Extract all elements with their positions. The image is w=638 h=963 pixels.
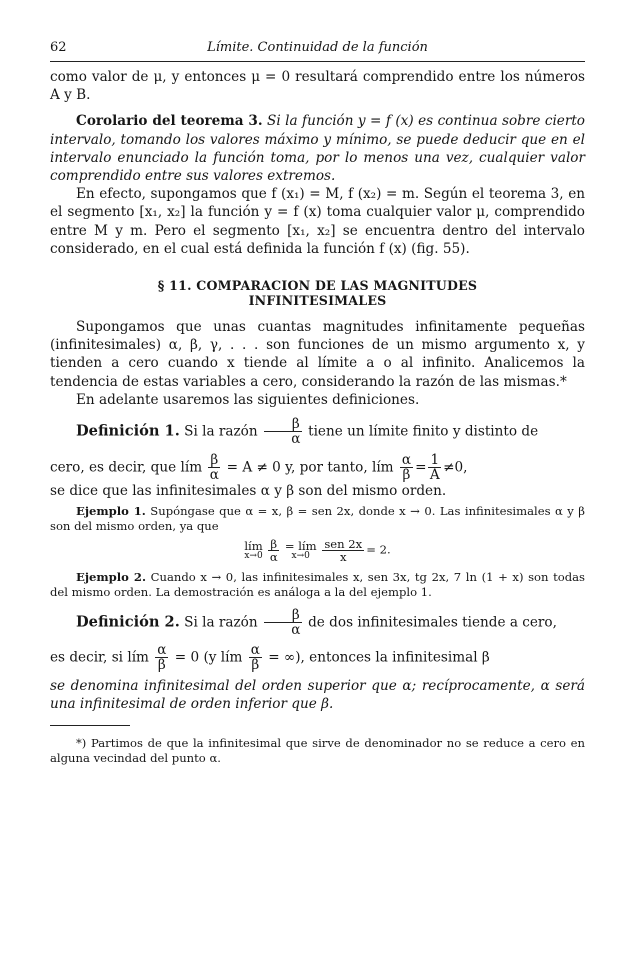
fraction-numerator: sen 2x bbox=[324, 537, 363, 552]
def1-text-4: = A ≠ 0 y, por tanto, lím bbox=[226, 458, 394, 475]
def2-fraction-1 bbox=[264, 608, 302, 638]
proof-paragraph: En efecto, supongamos que f (x₁) = M, f (x₂) = m. Según el teorema 3, en el segmento [x₁, x₂] la función y = f (x) toma cualquier valor μ, comprendido entre M y m. Pero el segmento [x₁, x₂] se encuentra dentro del intervalo considerado, en el cual está definida la función f (x) (fig. 55). bbox=[50, 186, 585, 257]
fraction-denominator: α bbox=[269, 550, 278, 565]
def2-text-4: = 0 (y lím bbox=[174, 649, 243, 666]
definition-1-formula-line bbox=[50, 453, 585, 483]
example-1-formula bbox=[50, 538, 585, 563]
example-1-text: Supóngase que α = x, β = sen 2x, donde x → 0. Las infinitesimales α y β son del mismo orden, ya que bbox=[50, 504, 585, 534]
definition-2-formula-line bbox=[50, 643, 585, 673]
section-heading bbox=[50, 278, 585, 308]
fraction-numerator: β bbox=[210, 451, 219, 468]
fraction-numerator: β bbox=[264, 608, 302, 623]
def1-text-2: tiene un límite finito y distinto de bbox=[308, 423, 539, 440]
running-title: Límite. Continuidad de la función bbox=[207, 40, 428, 55]
example-2-text: Cuando x → 0, las infinitesimales x, sen 3x, tg 2x, 7 ln (1 + x) son todas del mismo orden. La demostración es análoga a la del ejemplo 1. bbox=[50, 569, 586, 599]
example-2-label: Ejemplo 2. bbox=[76, 569, 146, 584]
fraction-numerator: β bbox=[264, 417, 302, 432]
def2-text-5: = ∞), entonces la infinitesimal β bbox=[268, 649, 490, 666]
def1-text-6: ≠0, bbox=[443, 458, 468, 475]
header-rule bbox=[50, 61, 585, 62]
fraction-denominator: α bbox=[291, 621, 301, 638]
limit-operator bbox=[285, 540, 317, 563]
fraction-numerator: α bbox=[157, 642, 167, 659]
definition-2-conclusion: se denomina infinitesimal del orden superior que α; recíprocamente, α será una infinitesimal de orden inferior que β. bbox=[50, 677, 585, 712]
definition-1-label: Definición 1. bbox=[76, 422, 180, 440]
fraction-denominator: β bbox=[157, 657, 166, 674]
corollary-statement: Si la función y = f (x) es continua sobre cierto intervalo, tomando los valores máximo y mínimo, se puede deducir que en el intervalo enunciado la función toma, por lo menos una vez, cualquier valor comprendido entre sus valores extremos. bbox=[50, 113, 585, 185]
ex1-fraction-1 bbox=[268, 538, 279, 563]
definition-2-label: Definición 2. bbox=[76, 612, 180, 630]
example-2 bbox=[50, 570, 585, 600]
fraction-denominator: β bbox=[402, 466, 411, 483]
example-1-label: Ejemplo 1. bbox=[76, 504, 146, 519]
page-number: 62 bbox=[50, 40, 67, 55]
def1-text-5: = bbox=[415, 458, 427, 475]
limit-subscript: x→0 bbox=[291, 551, 310, 562]
def1-fraction-2 bbox=[208, 453, 220, 483]
ex1-fraction-2 bbox=[322, 538, 364, 563]
running-header bbox=[50, 40, 585, 60]
def2-text-2: de dos infinitesimales tiende a cero, bbox=[308, 613, 557, 630]
footnote: *) Partimos de que la infinitesimal que sirve de denominador no se reduce a cero en alguna vecindad del punto α. bbox=[50, 736, 585, 766]
limit-subscript: x→0 bbox=[244, 551, 263, 562]
fraction-denominator: β bbox=[251, 657, 260, 674]
definitions-intro: En adelante usaremos las siguientes definiciones. bbox=[76, 391, 420, 408]
footnote-rule bbox=[50, 725, 130, 726]
fraction-denominator: α bbox=[209, 466, 219, 483]
def2-text-1: Si la razón bbox=[184, 613, 258, 630]
page bbox=[50, 40, 585, 766]
limit-operator bbox=[244, 540, 262, 563]
fraction-numerator: β bbox=[270, 537, 278, 552]
fraction-numerator: 1 bbox=[430, 451, 440, 468]
definition-1-conclusion: se dice que las infinitesimales α y β son del mismo orden. bbox=[50, 483, 447, 500]
definition-1 bbox=[50, 417, 585, 447]
fraction-denominator: A bbox=[429, 466, 440, 483]
def2-text-3: es decir, si lím bbox=[50, 649, 149, 666]
corollary bbox=[50, 112, 585, 185]
def1-fraction-4 bbox=[428, 453, 441, 483]
fraction-numerator: α bbox=[401, 451, 412, 468]
def2-fraction-2 bbox=[155, 643, 168, 673]
definition-2 bbox=[50, 608, 585, 638]
section-heading-line1: § 11. COMPARACION DE LAS MAGNITUDES bbox=[157, 278, 478, 294]
def1-text-3: cero, es decir, que lím bbox=[50, 458, 203, 475]
section-heading-line2: INFINITESIMALES bbox=[248, 293, 387, 309]
corollary-label: Corolario del teorema 3. bbox=[76, 113, 263, 130]
limit-label: lím bbox=[244, 538, 263, 553]
fraction-numerator: α bbox=[250, 642, 260, 659]
def1-fraction-3 bbox=[400, 453, 413, 483]
fraction-denominator: α bbox=[291, 431, 301, 448]
def1-fraction-1 bbox=[264, 417, 302, 447]
fraction-denominator: x bbox=[339, 550, 347, 565]
def1-text-1: Si la razón bbox=[184, 423, 258, 440]
example-1 bbox=[50, 504, 585, 534]
limit-label: = lím bbox=[284, 538, 317, 553]
paragraph-continuation: como valor de μ, y entonces μ = 0 resultará comprendido entre los números A y B. bbox=[50, 69, 585, 104]
ex1-result: = 2. bbox=[366, 542, 391, 557]
intro-paragraph: Supongamos que unas cuantas magnitudes infinitamente pequeñas (infinitesimales) α, β, γ, . . . son funciones de un mismo argumento x, y tienden a cero cuando x tiende al límite a o al infinito. Analicemos la tendencia de estas variables a cero, considerando la razón de las mismas.* bbox=[50, 319, 585, 390]
def2-fraction-3 bbox=[249, 643, 262, 673]
